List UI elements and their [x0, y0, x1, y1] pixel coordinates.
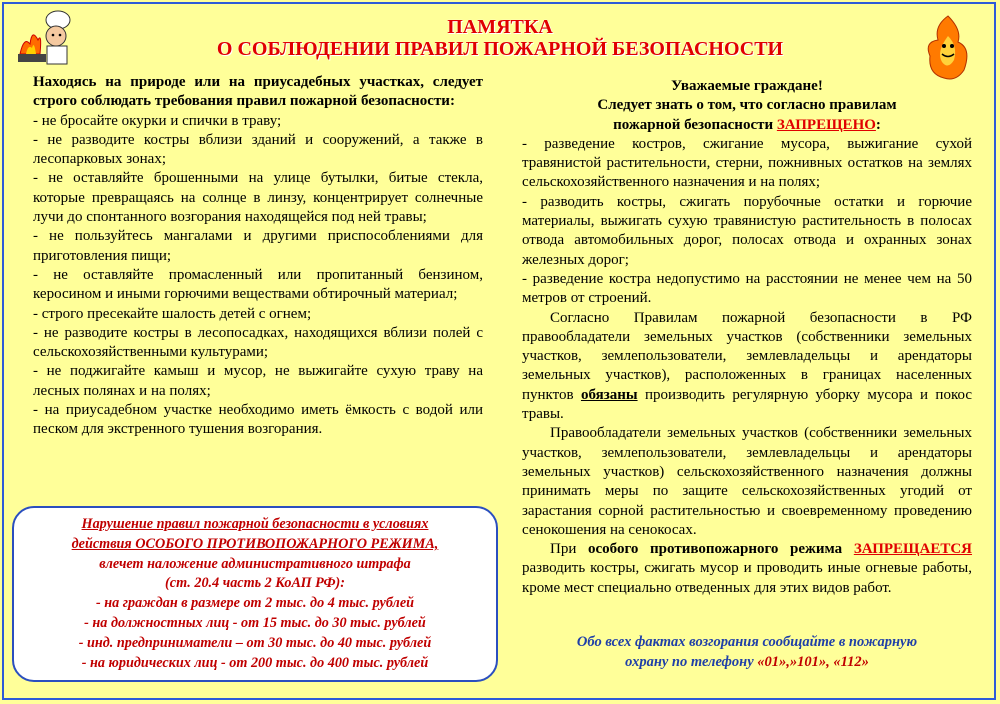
know-line1: Следует знать о том, что согласно правилам — [597, 97, 897, 114]
paragraph-1-b: производить регулярную уборку мусора и покос травы. — [522, 386, 973, 423]
fine-item: - инд. предприниматели – от 30 тыс. до 40 тыс. рублей — [78, 634, 432, 651]
fine-line3: влечет наложение административного штрафа — [99, 555, 411, 572]
flame-character-icon — [918, 12, 978, 82]
fine-item: - на граждан в размере от 2 тыс. до 4 тыс. рублей — [95, 595, 415, 612]
left-intro: Находясь на природе или на приусадебных участках, следует строго соблюдать требования правил пожарной безопасности: — [33, 74, 483, 110]
obliged-word: обязаны — [580, 386, 638, 403]
rule-item: - не поджигайте камыш и мусор, не выжигайте сухую траву на лесных полянах и на полях; — [33, 363, 483, 399]
left-column — [33, 73, 483, 440]
rule-item: - не разводите костры в лесопосадках, находящихся вблизи полей с сельскохозяйственными культурами; — [33, 324, 483, 361]
page-subtitle: О СОБЛЮДЕНИИ ПРАВИЛ ПОЖАРНОЙ БЕЗОПАСНОСТИ — [216, 38, 784, 60]
forbidden-word-2: ЗАПРЕЩАЕТСЯ — [853, 541, 973, 558]
right-column — [522, 77, 972, 598]
greeting: Уважаемые граждане! — [671, 78, 823, 94]
know-colon: : — [875, 116, 881, 133]
paragraph-3 — [522, 540, 972, 598]
ban-item: - разводить костры, сжигать порубочные остатки и горючие материалы, выжигать сухую травянистую растительность в полосах отвода автомобильных дорог, полосах отвода и охранных зонах железных дорог; — [522, 193, 972, 268]
fine-item: - на юридических лиц - от 200 тыс. до 400 тыс. рублей — [81, 654, 429, 671]
fine-line1a: Нарушение правил пожарной безопасности — [81, 516, 360, 532]
page-title: ПАМЯТКА — [447, 16, 553, 38]
rule-item: - не разводите костры вблизи зданий и сооружений, а также в лесопарковых зонах; — [33, 131, 483, 168]
fine-line2: действия ОСОБОГО ПРОТИВОПОЖАРНОГО РЕЖИМА, — [71, 535, 439, 552]
fine-line4: (ст. 20.4 часть 2 КоАП РФ): — [165, 575, 345, 592]
ban-item: - разведение костров, сжигание мусора, выжигание сухой травянистой растительности, стерни, пожнивных остатков на землях сельскохозяйственного назначения и на полях; — [522, 135, 972, 191]
note-line2: охрану по телефону — [625, 653, 754, 670]
fine-item: - на должностных лиц - от 15 тыс. до 30 тыс. рублей — [84, 614, 426, 631]
forbidden-word: ЗАПРЕЩЕНО — [776, 116, 876, 133]
rule-item: - не оставляйте промасленный или пропитанный бензином, керосином и иными горючими веществами обтирочный материал; — [33, 266, 483, 303]
chef-fire-icon — [14, 6, 78, 68]
rule-item: - не оставляйте брошенными на улице бутылки, битые стекла, которые превращаясь на солнце в линзу, концентрирует солнечные лучи до спонтанного возгорания находящейся под ней травы; — [33, 170, 483, 226]
paragraph-3-b: разводить костры, сжигать мусор и проводить иные огневые работы, кроме мест специально отведенных для этих видов работ. — [522, 560, 972, 596]
paragraph-1 — [522, 309, 972, 425]
emergency-phones: «01»,»101», «112» — [757, 653, 869, 670]
regime-text: особого противопожарного режима — [588, 541, 843, 558]
know-line2 — [522, 116, 972, 135]
fine-text — [20, 515, 490, 673]
ban-item: - разведение костра недопустимо на расстоянии не менее чем на 50 метров от строений. — [522, 270, 972, 307]
paragraph-2: Правообладатели земельных участков (собственники земельных участков, землепользователи, землевладельцы и арендаторы земельных участков) сельскохозяйственного назначения должны принимать меры по защите сельскохозяйственных угодий от зарастания сорной растительностью и своевременному проведению сенокошения на сенокосах. — [522, 425, 972, 538]
rule-item: - на приусадебном участке необходимо иметь ёмкость с водой или песком для экстренного тушения возгорания. — [33, 402, 483, 438]
rule-item: - строго пресекайте шалость детей с огнем; — [33, 305, 312, 322]
paragraph-1-a: Согласно Правилам пожарной безопасности в РФ правообладатели земельных участков (собственники земельных участков, землепользователи, землевладельцы и арендаторы земельных участков), расположенных в границах населенных пунктов — [522, 309, 972, 403]
rule-item: - не пользуйтесь мангалами и другими приспособлениями для приготовления пищи; — [33, 228, 483, 264]
rule-item: - не бросайте окурки и спички в траву; — [33, 112, 282, 129]
phone-note — [522, 633, 972, 672]
note-line1: Обо всех фактах возгорания сообщайте в пожарную — [576, 634, 918, 650]
know-line2-text: пожарной безопасности — [613, 116, 774, 133]
paragraph-3-a: При — [550, 541, 577, 558]
fine-line1b: в условиях — [359, 516, 429, 532]
